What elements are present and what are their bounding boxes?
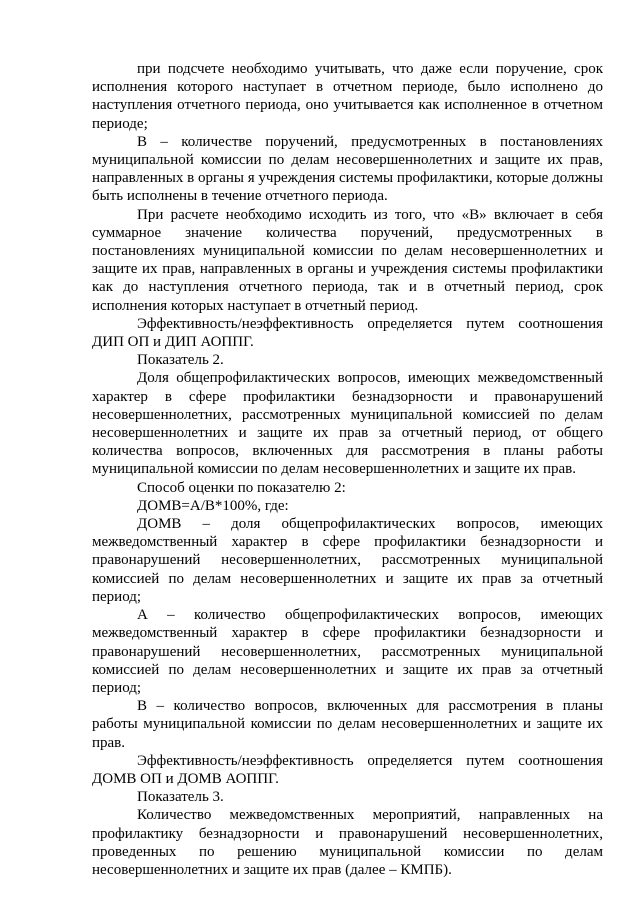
paragraph-9: ДОМВ – доля общепрофилактических вопросов, имеющих межведомственный характер в сфере профилактики безнадзорности и правонарушений несовершеннолетних, рассмотренных муниципальной комиссией по делам несовершеннолетних и защите их прав за отчетный период; (92, 516, 603, 605)
paragraph-2: В – количестве поручений, предусмотренных в постановлениях муниципальной комиссии по делам несовершеннолетних и защите их прав, направленных в органы я учреждения системы профилактики, которые должны быть исполнены в течение отчетного периода. (92, 133, 603, 205)
indicator-3-heading: Показатель 3. (137, 789, 224, 806)
paragraph-12: Эффективность/неэффективность определяется путем соотношения ДОМВ ОП и ДОМВ АОППГ. (92, 752, 603, 787)
paragraph-11: В – количество вопросов, включенных для рассмотрения в планы работы муниципальной комиссии по делам несовершеннолетних и защите их прав. (92, 698, 603, 751)
paragraph-1: при подсчете необходимо учитывать, что даже если поручение, срок исполнения которого наступает в отчетном периоде, было исполнено до наступления отчетного периода, оно учитывается как исполненное в отчетном периоде; (92, 61, 603, 132)
paragraph-6: Доля общепрофилактических вопросов, имеющих межведомственный характер в сфере профилактики безнадзорности и правонарушений несовершеннолетних, рассмотренных муниципальной комиссией по делам несовершеннолетних и защите их прав за отчетный период, от общего количества вопросов, включенных для рассмотрения в планы работы муниципальной комиссии по делам несовершеннолетних и защите их прав. (92, 370, 603, 478)
paragraph-4: Эффективность/неэффективность определяется путем соотношения ДИП ОП и ДИП АОППГ. (92, 315, 603, 351)
paragraph-14: Количество межведомственных мероприятий, направленных на профилактику безнадзорности и правонарушений несовершеннолетних, проведенных по решению муниципальной комиссии по делам несовершеннолетних и защите их прав (далее – КМПБ). (92, 807, 603, 878)
formula: ДОМВ=А/В*100%, где: (137, 497, 289, 514)
document-page (92, 60, 603, 879)
paragraph-3: При расчете необходимо исходить из того, что «В» включает в себя суммарное значение количества поручений, предусмотренных в постановлениях муниципальной комиссии по делам несовершеннолетних и защите их прав, направленных в органы и учреждения системы профилактики как до наступления отчетного периода, так и в отчетный период, срок исполнения которых наступает в отчетный период. (92, 206, 603, 314)
paragraph-10: А – количество общепрофилактических вопросов, имеющих межведомственный характер в сфере профилактики безнадзорности и правонарушений несовершеннолетних, рассмотренных муниципальной комиссией по делам несовершеннолетних и защите их прав за отчетный период; (92, 607, 603, 696)
paragraph-7: Способ оценки по показателю 2: (137, 479, 346, 496)
indicator-2-heading: Показатель 2. (137, 352, 224, 369)
